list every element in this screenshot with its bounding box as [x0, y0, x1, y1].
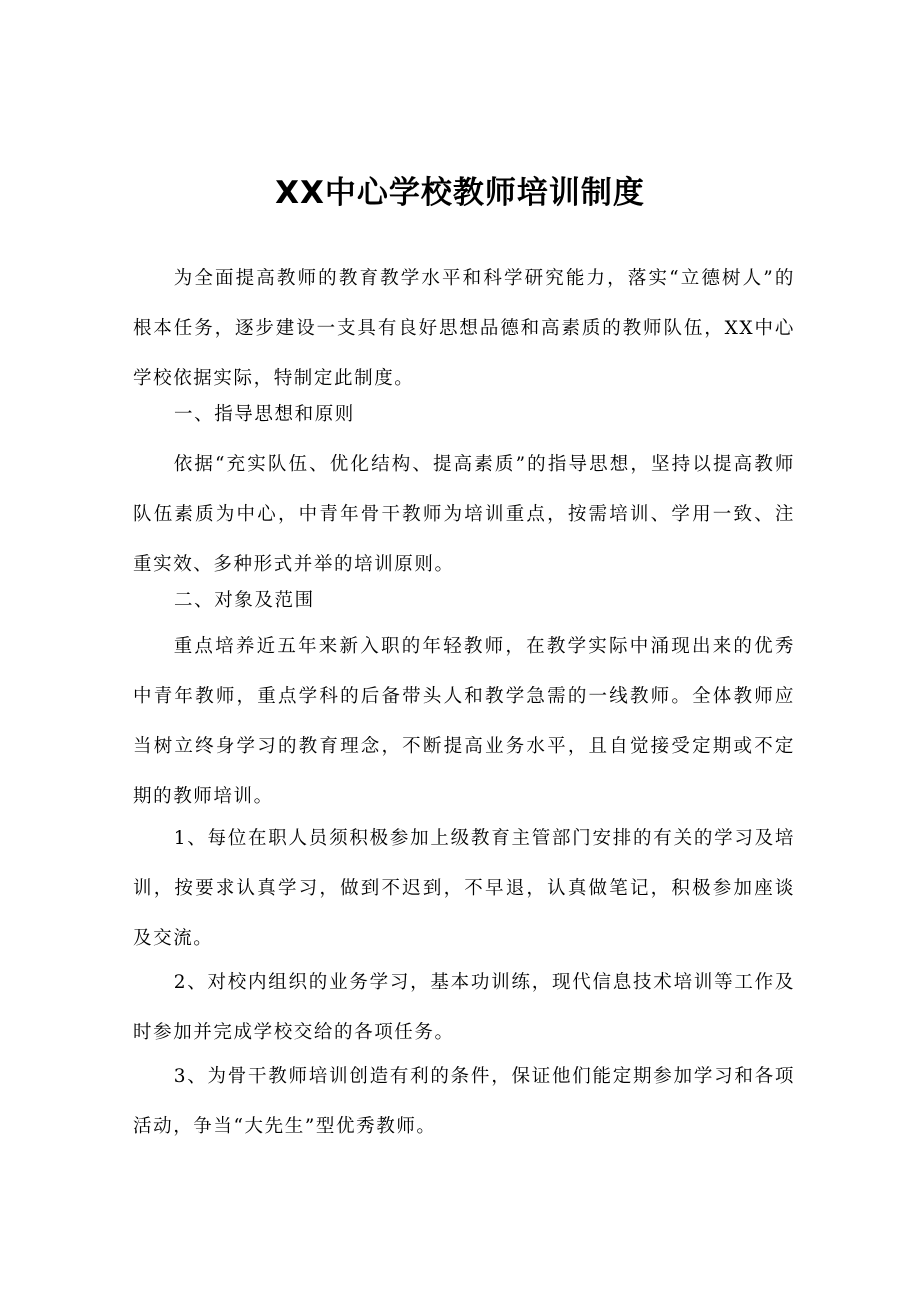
intro-paragraph: 为全面提高教师的教育教学水平和科学研究能力，落实“立德树人”的根本任务，逐步建设一支具有良好思想品德和高素质的教师队伍，XX中心学校依据实际，特制定此制度。 [133, 268, 795, 389]
guiding-principles-paragraph: 依据“充实队伍、优化结构、提高素质”的指导思想，坚持以提高教师队伍素质为中心，中青年骨干教师为培训重点，按需培训、学用一致、注重实效、多种形式并举的培训原则。 [133, 454, 795, 575]
scope-paragraph: 重点培养近五年来新入职的年轻教师，在教学实际中涌现出来的优秀中青年教师，重点学科的后备带头人和教学急需的一线教师。全体教师应当树立终身学习的教育理念，不断提高业务水平，且自觉接受定期或不定期的教师培训。 [133, 636, 795, 807]
section-heading-guiding-principles: 一、指导思想和原则 [174, 404, 355, 425]
section-heading-scope: 二、对象及范围 [174, 590, 315, 611]
list-item-1: 1、每位在职人员须积极参加上级教育主管部门安排的有关的学习及培训，按要求认真学习，做到不迟到，不早退，认真做笔记，积极参加座谈及交流。 [133, 828, 795, 949]
list-item-3: 3、为骨干教师培训创造有利的条件，保证他们能定期参加学习和各项活动，争当“大先生”型优秀教师。 [133, 1066, 795, 1137]
list-item-2: 2、对校内组织的业务学习，基本功训练，现代信息技术培训等工作及时参加并完成学校交给的各项任务。 [133, 972, 795, 1043]
document-title: XX中心学校教师培训制度 [275, 175, 645, 211]
